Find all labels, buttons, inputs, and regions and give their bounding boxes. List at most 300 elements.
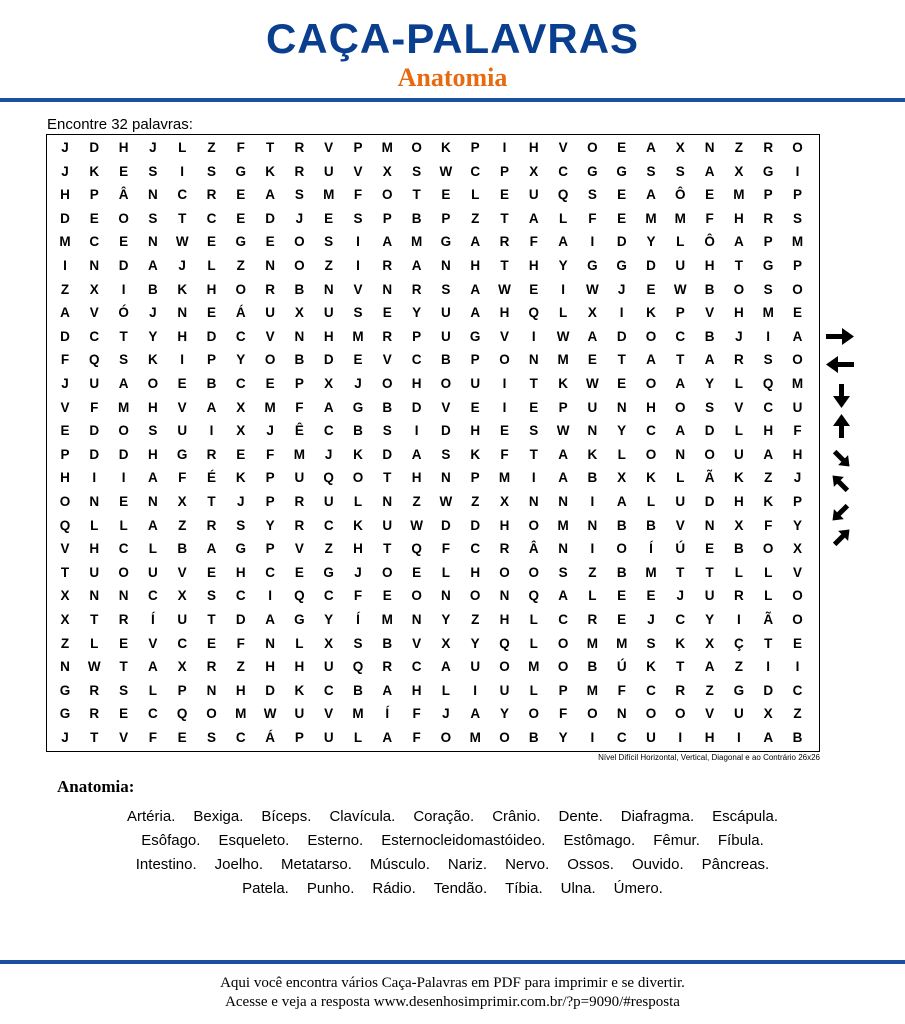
grid-cell: O — [792, 281, 803, 297]
grid-cell: E — [792, 305, 802, 321]
grid-cell: C — [470, 163, 481, 179]
grid-cell: O — [411, 140, 422, 155]
grid-cell: E — [119, 706, 129, 722]
grid-cell: M — [381, 140, 393, 155]
grid-cell: P — [60, 446, 70, 462]
grid-cell: C — [89, 234, 100, 250]
grid-cell: M — [557, 352, 569, 368]
grid-cell: Z — [236, 659, 245, 675]
word-item: Pâncreas. — [701, 856, 770, 873]
grid-cell: A — [118, 376, 129, 391]
grid-cell: K — [235, 470, 246, 486]
grid-cell: L — [764, 564, 773, 580]
grid-cell: C — [411, 352, 422, 368]
arrow-diagonal-up-right-icon — [830, 525, 855, 550]
grid-cell: Z — [412, 494, 421, 509]
grid-cell: A — [470, 706, 481, 722]
grid-cell: Â — [528, 541, 539, 557]
grid-cell: S — [353, 210, 363, 226]
grid-cell: R — [411, 281, 422, 297]
word-list-row — [0, 877, 905, 901]
grid-cell: Z — [471, 612, 480, 627]
grid-cell: H — [265, 659, 275, 675]
grid-cell: E — [499, 423, 509, 439]
grid-cell: E — [617, 140, 627, 155]
grid-cell: T — [265, 140, 275, 155]
grid-cell: N — [616, 399, 627, 415]
letter-grid — [46, 134, 820, 752]
grid-cell: C — [763, 399, 774, 415]
grid-cell: N — [265, 635, 275, 651]
grid-cell: T — [119, 328, 128, 344]
grid-cell: V — [675, 517, 685, 533]
grid-cell: P — [470, 140, 480, 155]
grid-cell: O — [469, 588, 481, 604]
grid-cell: Á — [235, 305, 246, 321]
grid-cell: F — [793, 423, 802, 439]
grid-cell: Z — [764, 470, 773, 486]
grid-cell: N — [148, 187, 158, 203]
grid-cell: V — [60, 399, 70, 415]
grid-cell: O — [645, 446, 657, 462]
grid-cell: O — [587, 706, 598, 722]
grid-cell: R — [294, 163, 305, 179]
grid-cell: M — [645, 564, 657, 580]
grid-cell: D — [89, 140, 100, 155]
grid-cell: K — [734, 470, 744, 486]
grid-cell: S — [763, 352, 773, 368]
grid-cell: I — [678, 730, 683, 745]
grid-cell: B — [294, 352, 305, 368]
grid-cell: N — [587, 423, 598, 439]
grid-cell: F — [236, 140, 245, 155]
grid-cell: Y — [148, 328, 158, 344]
grid-cell: K — [646, 305, 656, 321]
grid-cell: L — [178, 140, 187, 155]
grid-cell: M — [791, 376, 804, 391]
grid-cell: A — [382, 234, 393, 250]
grid-cell: P — [763, 187, 773, 203]
grid-cell: K — [587, 446, 598, 462]
grid-cell: T — [90, 730, 99, 745]
grid-cell: D — [411, 399, 422, 415]
grid-cell: E — [236, 187, 246, 203]
grid-cell: B — [792, 730, 803, 745]
grid-cell: B — [177, 541, 188, 557]
grid-cell: O — [499, 730, 510, 745]
grid-cell: O — [704, 446, 715, 462]
grid-cell: E — [353, 352, 363, 368]
grid-cell: I — [356, 234, 360, 250]
grid-cell: C — [792, 682, 803, 698]
grid-cell: A — [763, 730, 774, 745]
grid-cell: I — [92, 470, 97, 486]
grid-cell: T — [676, 352, 685, 368]
grid-cell: Y — [792, 517, 802, 533]
grid-cell: H — [470, 564, 481, 580]
grid-cell: Í — [151, 612, 155, 627]
grid-cell: T — [500, 210, 509, 226]
grid-cell: P — [294, 730, 304, 745]
grid-cell: H — [734, 494, 744, 509]
grid-cell: A — [704, 163, 715, 179]
grid-cell: H — [528, 140, 539, 155]
grid-cell: C — [206, 210, 217, 226]
grid-cell: D — [441, 423, 451, 439]
word-item: Metatarso. — [281, 856, 352, 873]
grid-cell: N — [118, 588, 129, 604]
grid-cell: C — [148, 588, 158, 604]
grid-cell: X — [177, 588, 187, 604]
grid-cell: J — [354, 564, 362, 580]
grid-cell: E — [587, 352, 597, 368]
grid-cell: W — [586, 281, 599, 297]
grid-cell: E — [792, 635, 802, 651]
grid-cell: M — [557, 517, 569, 533]
grid-cell: J — [354, 376, 362, 391]
grid-cell: U — [441, 305, 451, 321]
grid-cell: V — [705, 305, 715, 321]
grid-cell: M — [733, 187, 745, 203]
grid-cell: O — [645, 376, 657, 391]
grid-cell: I — [737, 612, 741, 627]
grid-cell: N — [89, 588, 100, 604]
grid-cell: H — [235, 682, 246, 698]
grid-cell: R — [499, 541, 510, 557]
grid-cell: J — [61, 163, 69, 179]
grid-cell: D — [616, 328, 627, 344]
grid-cell: H — [60, 470, 70, 486]
grid-cell: U — [294, 470, 305, 486]
grid-cell: L — [148, 682, 158, 698]
grid-cell: A — [206, 541, 217, 557]
grid-cell: N — [441, 588, 451, 604]
grid-cell: U — [528, 187, 539, 203]
word-item: Dente. — [558, 808, 603, 825]
grid-cell: B — [411, 210, 422, 226]
grid-cell: O — [118, 564, 129, 580]
grid-cell: F — [500, 446, 509, 462]
grid-cell: A — [148, 470, 158, 486]
word-item: Punho. — [306, 880, 355, 897]
grid-cell: U — [675, 258, 686, 273]
grid-cell: S — [587, 187, 597, 203]
grid-cell: O — [645, 706, 657, 722]
grid-cell: R — [382, 328, 393, 344]
grid-cell: L — [441, 564, 451, 580]
grid-cell: I — [268, 588, 272, 604]
grid-cell: R — [118, 612, 129, 627]
grid-cell: W — [439, 163, 453, 179]
arrow-diagonal-up-left-icon — [828, 471, 853, 496]
grid-cell: C — [323, 588, 334, 604]
footer-line-1: Aqui você encontra vários Caça-Palavras em PDF para imprimir e se divertir. — [220, 975, 685, 991]
grid-cell: T — [617, 352, 626, 368]
grid-cell: P — [558, 399, 568, 415]
grid-cell: W — [439, 494, 453, 509]
footer-line-2: Acesse e veja a resposta www.desenhosimprimir.com.br/?p=9090/#resposta — [225, 994, 680, 1010]
grid-cell: N — [704, 517, 715, 533]
grid-cell: S — [529, 423, 539, 439]
word-item: Esôfago. — [141, 832, 201, 849]
grid-cell: E — [470, 399, 480, 415]
grid-cell: R — [206, 187, 217, 203]
grid-cell: Q — [89, 352, 100, 368]
grid-cell: A — [558, 470, 568, 486]
grid-cell: D — [60, 210, 70, 226]
grid-cell: W — [498, 281, 511, 297]
grid-cell: S — [206, 730, 216, 745]
grid-cell: C — [646, 682, 656, 698]
grid-cell: K — [148, 352, 158, 368]
grid-cell: K — [353, 517, 363, 533]
grid-cell: U — [323, 659, 334, 675]
grid-cell: U — [470, 376, 481, 391]
grid-cell: C — [177, 635, 188, 651]
grid-cell: J — [793, 470, 802, 486]
grid-cell: M — [762, 305, 774, 321]
grid-cell: A — [616, 494, 627, 509]
grid-cell: I — [590, 541, 595, 557]
grid-cell: Y — [412, 305, 422, 321]
grid-cell: K — [646, 470, 656, 486]
top-divider — [0, 98, 905, 102]
grid-cell: G — [440, 234, 452, 250]
grid-cell: C — [323, 682, 334, 698]
grid-cell: G — [616, 258, 627, 273]
grid-cell: E — [617, 376, 627, 391]
grid-cell: O — [528, 517, 540, 533]
grid-cell: K — [646, 659, 656, 675]
grid-cell: S — [148, 423, 158, 439]
grid-cell: S — [382, 423, 392, 439]
grid-cell: I — [737, 730, 741, 745]
grid-cell: Q — [528, 588, 540, 604]
grid-cell: E — [206, 305, 216, 321]
grid-cell: I — [356, 258, 360, 273]
grid-cell: K — [177, 281, 188, 297]
grid-cell: R — [763, 140, 774, 155]
grid-cell: A — [470, 234, 481, 250]
grid-cell: D — [616, 234, 627, 250]
grid-cell: Z — [471, 494, 480, 509]
grid-cell: V — [382, 352, 392, 368]
grid-cell: Ã — [763, 612, 774, 627]
grid-cell: Z — [705, 682, 714, 698]
grid-cell: O — [382, 564, 393, 580]
grid-cell: Ê — [294, 423, 304, 439]
grid-cell: F — [588, 210, 597, 226]
grid-cell: N — [148, 494, 158, 509]
grid-cell: Z — [588, 564, 597, 580]
grid-cell: C — [470, 541, 481, 557]
grid-cell: E — [382, 588, 392, 604]
grid-cell: O — [499, 659, 510, 675]
grid-cell: U — [646, 730, 656, 745]
grid-cell: H — [235, 564, 246, 580]
grid-cell: P — [792, 494, 802, 509]
grid-cell: T — [60, 564, 70, 580]
grid-cell: V — [119, 730, 129, 745]
grid-cell: N — [675, 446, 686, 462]
grid-cell: G — [587, 258, 598, 273]
grid-cell: J — [61, 140, 69, 155]
grid-cell: Z — [734, 659, 744, 675]
grid-cell: R — [206, 517, 217, 533]
grid-cell: O — [762, 541, 774, 557]
grid-cell: J — [617, 281, 626, 297]
grid-cell: G — [762, 258, 774, 273]
grid-cell: P — [294, 376, 304, 391]
grid-cell: S — [558, 564, 568, 580]
grid-cell: U — [441, 328, 451, 344]
grid-cell: H — [646, 399, 656, 415]
grid-cell: R — [294, 140, 305, 155]
grid-cell: E — [206, 234, 216, 250]
grid-cell: X — [177, 659, 187, 675]
grid-cell: T — [500, 258, 509, 273]
grid-cell: Í — [649, 541, 653, 557]
grid-cell: C — [118, 541, 129, 557]
grid-cell: O — [587, 140, 598, 155]
difficulty-note: Nível Difícil Horizontal, Vertical, Diagonal e ao Contrário 26x26 — [598, 753, 820, 762]
grid-cell: L — [353, 730, 363, 745]
grid-cell: M — [352, 706, 364, 722]
grid-cell: V — [353, 163, 363, 179]
grid-cell: I — [766, 328, 771, 344]
grid-cell: X — [324, 635, 334, 651]
grid-cell: U — [177, 612, 188, 627]
grid-cell: R — [206, 446, 217, 462]
grid-cell: A — [646, 187, 656, 203]
grid-cell: A — [558, 446, 568, 462]
grid-cell: Q — [176, 706, 188, 722]
grid-cell: V — [792, 564, 802, 580]
grid-cell: I — [795, 659, 800, 675]
grid-cell: Y — [236, 352, 246, 368]
grid-cell: N — [441, 258, 451, 273]
grid-cell: B — [587, 470, 598, 486]
grid-cell: W — [410, 517, 423, 533]
grid-cell: V — [60, 541, 70, 557]
word-item: Crânio. — [492, 808, 541, 825]
grid-cell: A — [148, 659, 158, 675]
grid-cell: C — [235, 730, 246, 745]
word-item: Rádio. — [372, 880, 416, 897]
grid-cell: S — [236, 517, 246, 533]
grid-cell: Q — [762, 376, 774, 391]
grid-cell: I — [531, 470, 536, 486]
grid-cell: E — [206, 564, 216, 580]
grid-cell: O — [792, 352, 803, 368]
grid-cell: V — [441, 399, 451, 415]
grid-cell: L — [676, 470, 685, 486]
word-item: Patela. — [242, 880, 289, 897]
grid-cell: S — [675, 163, 685, 179]
grid-cell: H — [118, 140, 129, 155]
grid-cell: Ú — [616, 659, 627, 675]
grid-cell: B — [646, 517, 656, 533]
grid-cell: A — [792, 328, 803, 344]
grid-cell: E — [177, 376, 187, 391]
grid-cell: Y — [617, 423, 627, 439]
grid-cell: O — [499, 564, 510, 580]
grid-cell: Q — [557, 187, 569, 203]
grid-cell: U — [734, 446, 744, 462]
grid-cell: A — [528, 210, 539, 226]
grid-cell: S — [148, 163, 158, 179]
grid-cell: Q — [499, 635, 510, 651]
grid-cell: T — [90, 612, 99, 627]
grid-cell: O — [440, 730, 452, 745]
grid-cell: D — [646, 258, 656, 273]
grid-cell: V — [177, 564, 187, 580]
grid-cell: X — [441, 635, 451, 651]
grid-cell: O — [792, 588, 803, 604]
grid-cell: Y — [265, 517, 275, 533]
grid-cell: N — [148, 234, 158, 250]
grid-cell: M — [674, 210, 686, 226]
grid-cell: N — [528, 352, 539, 368]
grid-cell: X — [675, 140, 685, 155]
arrow-up-icon — [833, 414, 850, 438]
grid-cell: V — [499, 328, 509, 344]
grid-cell: C — [235, 328, 246, 344]
grid-cell: F — [60, 352, 70, 368]
grid-cell: O — [557, 659, 569, 675]
grid-cell: A — [470, 281, 481, 297]
grid-cell: R — [734, 352, 744, 368]
grid-cell: H — [411, 376, 422, 391]
grid-cell: F — [412, 706, 421, 722]
grid-cell: L — [764, 588, 773, 604]
grid-cell: Z — [324, 541, 333, 557]
word-list-row — [0, 829, 905, 853]
grid-cell: F — [529, 234, 538, 250]
grid-cell: U — [792, 399, 803, 415]
grid-cell: I — [180, 352, 185, 368]
word-item: Tíbia. — [505, 880, 543, 897]
grid-cell: H — [470, 258, 481, 273]
page-title: CAÇA-PALAVRAS — [265, 15, 640, 62]
grid-cell: L — [588, 588, 597, 604]
grid-cell: O — [382, 187, 393, 203]
grid-cell: U — [177, 423, 188, 439]
grid-cell: B — [148, 281, 158, 297]
grid-cell: N — [382, 281, 393, 297]
grid-cell: T — [734, 258, 744, 273]
grid-cell: F — [705, 210, 714, 226]
grid-cell: O — [499, 352, 510, 368]
grid-cell: O — [294, 234, 305, 250]
grid-cell: M — [381, 612, 393, 627]
grid-cell: P — [792, 258, 802, 273]
grid-cell: O — [675, 399, 686, 415]
grid-cell: M — [59, 234, 71, 250]
grid-cell: I — [502, 399, 507, 415]
grid-cell: L — [295, 635, 304, 651]
grid-cell: W — [263, 706, 277, 722]
grid-cell: E — [617, 612, 627, 627]
grid-cell: Y — [705, 612, 715, 627]
grid-cell: W — [673, 281, 687, 297]
grid-cell: A — [646, 140, 656, 155]
grid-cell: A — [382, 730, 393, 745]
grid-cell: C — [675, 612, 686, 627]
grid-cell: F — [558, 706, 568, 722]
grid-cell: U — [323, 730, 334, 745]
grid-cell: Z — [178, 517, 187, 533]
